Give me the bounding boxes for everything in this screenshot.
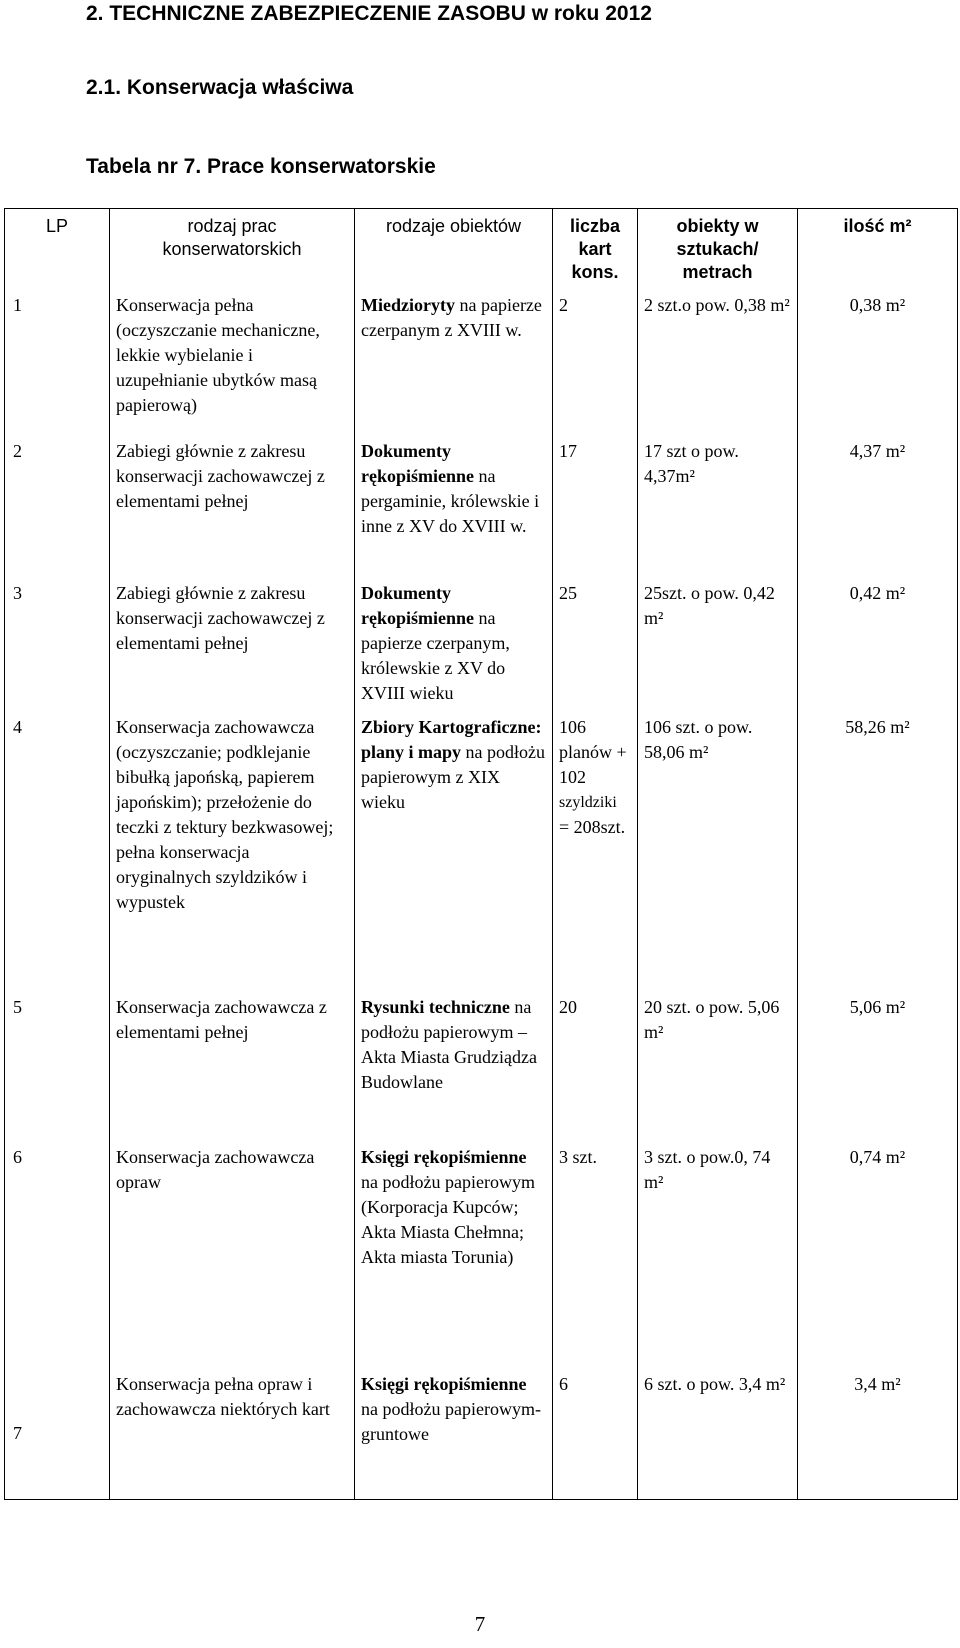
subsection-heading: 2.1. Konserwacja właściwa [86, 76, 354, 99]
row-object-type [355, 1367, 553, 1499]
row-area: 3,4 m² [798, 1367, 958, 1499]
row-work-type: Konserwacja pełna (oczyszczanie mechaniczne, lekkie wybielanie i uzupełnianie ubytków masą papierową) [110, 288, 355, 434]
row-area: 0,42 m² [798, 576, 958, 710]
header-work-type: rodzaj prac konserwatorskich [110, 209, 355, 289]
header-cards: liczba kart kons. [553, 209, 638, 289]
row-objects: 3 szt. o pow.0, 74 m² [638, 1140, 798, 1367]
row-object-type [355, 434, 553, 576]
cards-labels: szyldziki [559, 794, 617, 811]
row-objects: 25szt. o pow. 0,42 m² [638, 576, 798, 710]
object-type-rest: na papierze czerpanym, królewskie z XV do XVIII wieku [361, 608, 510, 703]
row-lp: 4 [5, 710, 110, 990]
object-type-bold: Zbiory Kartograficzne: plany i mapy [361, 717, 542, 762]
row-cards: 17 [553, 434, 638, 576]
object-type-rest: na podłożu papierowym z XIX wieku [361, 742, 546, 812]
object-type-bold: Księgi rękopiśmienne [361, 1147, 527, 1167]
row-object-type [355, 576, 553, 710]
row-objects: 106 szt. o pow. 58,06 m² [638, 710, 798, 990]
object-type-bold: Dokumenty rękopiśmienne [361, 583, 475, 628]
table-row [5, 434, 958, 576]
header-object-type: rodzaje obiektów [355, 209, 553, 289]
object-type-rest: na podłożu papierowym (Korporacja Kupców; Akta Miasta Chełmna; Akta miasta Torunia) [361, 1172, 535, 1267]
row-area: 0,74 m² [798, 1140, 958, 1367]
row-cards: 20 [553, 990, 638, 1140]
row-objects: 20 szt. o pow. 5,06 m² [638, 990, 798, 1140]
row-object-type [355, 288, 553, 434]
row-cards: 2 [553, 288, 638, 434]
row-cards: 25 [553, 576, 638, 710]
row-work-type: Konserwacja zachowawcza z elementami pełnej [110, 990, 355, 1140]
row-work-type: Zabiegi głównie z zakresu konserwacji zachowawczej z elementami pełnej [110, 434, 355, 576]
header-area: ilość m² [798, 209, 958, 289]
cards-total: = 208szt. [559, 817, 626, 837]
row-objects: 6 szt. o pow. 3,4 m² [638, 1367, 798, 1499]
table-header-row [5, 209, 958, 289]
row-work-type: Konserwacja zachowawcza opraw [110, 1140, 355, 1367]
row-objects: 2 szt.o pow. 0,38 m² [638, 288, 798, 434]
row-work-type: Zabiegi głównie z zakresu konserwacji zachowawczej z elementami pełnej [110, 576, 355, 710]
row-object-type [355, 710, 553, 990]
object-type-rest: na pergaminie, królewskie i inne z XV do XVIII w. [361, 466, 540, 536]
object-type-bold: Księgi rękopiśmienne [361, 1374, 527, 1394]
object-type-bold: Dokumenty rękopiśmienne [361, 441, 475, 486]
row-area: 0,38 m² [798, 288, 958, 434]
table-row [5, 1367, 958, 1499]
row-lp: 7 [5, 1367, 110, 1499]
header-objects: obiekty w sztukach/ metrach [638, 209, 798, 289]
row-work-type: Konserwacja pełna opraw i zachowawcza niektórych kart [110, 1367, 355, 1499]
table-row [5, 710, 958, 990]
row-cards [553, 710, 638, 990]
object-type-rest: na podłożu papierowym-gruntowe [361, 1399, 541, 1444]
row-lp: 2 [5, 434, 110, 576]
table-row [5, 990, 958, 1140]
row-lp: 3 [5, 576, 110, 710]
page-number: 7 [474, 1612, 486, 1636]
row-object-type [355, 1140, 553, 1367]
header-lp: LP [5, 209, 110, 289]
row-object-type [355, 990, 553, 1140]
conservation-table [4, 208, 958, 1500]
object-type-bold: Miedzioryty [361, 295, 455, 315]
table-caption: Tabela nr 7. Prace konserwatorskie [86, 155, 436, 178]
object-type-rest: na papierze czerpanym z XVIII w. [361, 295, 542, 340]
cards-plans: 106 planów + 102 [559, 717, 627, 787]
table-row [5, 1140, 958, 1367]
row-area: 58,26 m² [798, 710, 958, 990]
row-area: 4,37 m² [798, 434, 958, 576]
row-cards: 3 szt. [553, 1140, 638, 1367]
row-work-type: Konserwacja zachowawcza (oczyszczanie; podklejanie bibułką japońską, papierem japońskim); przełożenie do teczki z tektury bezkwasowej; pełna konserwacja oryginalnych szyldzików i wypustek [110, 710, 355, 990]
row-lp: 1 [5, 288, 110, 434]
row-lp: 5 [5, 990, 110, 1140]
row-area: 5,06 m² [798, 990, 958, 1140]
table-row [5, 288, 958, 434]
object-type-bold: Rysunki techniczne [361, 997, 510, 1017]
table-row [5, 576, 958, 710]
row-cards: 6 [553, 1367, 638, 1499]
row-objects: 17 szt o pow. 4,37m² [638, 434, 798, 576]
row-lp: 6 [5, 1140, 110, 1367]
object-type-rest: na podłożu papierowym – Akta Miasta Grudziądza Budowlane [361, 997, 537, 1092]
section-heading: 2. TECHNICZNE ZABEZPIECZENIE ZASOBU w roku 2012 [86, 2, 652, 25]
